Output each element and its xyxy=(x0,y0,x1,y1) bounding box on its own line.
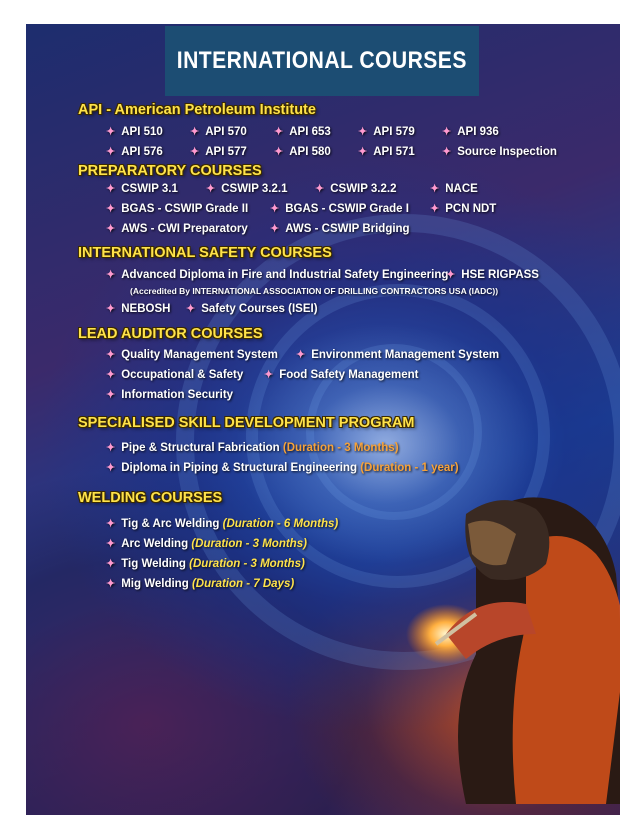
list-item: ✦ Environment Management System xyxy=(296,349,500,361)
list-item: ✦ Arc Welding (Duration - 3 Months) xyxy=(106,538,307,550)
list-item: ✦ API 580 xyxy=(274,146,331,158)
list-item: ✦ Advanced Diploma in Fire and Industrial Safety Engineering xyxy=(106,269,449,281)
sparkle-star-icon: ✦ xyxy=(296,349,306,361)
sparkle-star-icon: ✦ xyxy=(274,146,284,158)
sparkle-star-icon: ✦ xyxy=(446,269,456,281)
sparkle-star-icon: ✦ xyxy=(442,126,452,138)
list-item: ✦ Source Inspection xyxy=(442,146,557,158)
list-item: ✦ Tig Welding (Duration - 3 Months) xyxy=(106,558,305,570)
list-item: ✦ BGAS - CSWIP Grade I xyxy=(270,203,409,215)
sparkle-star-icon: ✦ xyxy=(106,303,116,315)
sparkle-star-icon: ✦ xyxy=(274,126,284,138)
list-item: ✦ CSWIP 3.1 xyxy=(106,183,178,195)
list-item: ✦ API 577 xyxy=(190,146,247,158)
list-item: ✦ API 936 xyxy=(442,126,499,138)
welder-illustration xyxy=(406,484,620,804)
sparkle-star-icon: ✦ xyxy=(264,369,274,381)
list-item: ✦ API 576 xyxy=(106,146,163,158)
list-item: ✦ Safety Courses (ISEI) xyxy=(186,303,318,315)
section-title-api: API - American Petroleum Institute xyxy=(78,102,316,118)
list-item: ✦ Information Security xyxy=(106,389,234,401)
sparkle-star-icon: ✦ xyxy=(358,146,368,158)
sparkle-star-icon: ✦ xyxy=(106,183,116,195)
sparkle-star-icon: ✦ xyxy=(106,349,116,361)
list-item: ✦ API 570 xyxy=(190,126,247,138)
list-item: ✦ AWS - CSWIP Bridging xyxy=(270,223,410,235)
sparkle-star-icon: ✦ xyxy=(190,126,200,138)
sparkle-star-icon: ✦ xyxy=(270,223,280,235)
sparkle-star-icon: ✦ xyxy=(106,369,116,381)
list-item: ✦ BGAS - CSWIP Grade II xyxy=(106,203,249,215)
section-title-preparatory: PREPARATORY COURSES xyxy=(78,163,262,179)
list-item: ✦ Quality Management System xyxy=(106,349,278,361)
section-title-skill: SPECIALISED SKILL DEVELOPMENT PROGRAM xyxy=(78,415,415,431)
accreditation-note: (Accredited By INTERNATIONAL ASSOCIATION OF DRILLING CONTRACTORS USA (IADC)) xyxy=(130,286,499,296)
sparkle-star-icon: ✦ xyxy=(190,146,200,158)
list-item: ✦ NACE xyxy=(430,183,478,195)
sparkle-star-icon: ✦ xyxy=(106,146,116,158)
sparkle-star-icon: ✦ xyxy=(106,442,116,454)
sparkle-star-icon: ✦ xyxy=(186,303,196,315)
sparkle-star-icon: ✦ xyxy=(106,389,116,401)
list-item: ✦ NEBOSH xyxy=(106,303,171,315)
sparkle-star-icon: ✦ xyxy=(206,183,216,195)
sparkle-star-icon: ✦ xyxy=(106,538,116,550)
sparkle-star-icon: ✦ xyxy=(106,269,116,281)
list-item: ✦ CSWIP 3.2.1 xyxy=(206,183,288,195)
list-item: ✦ Diploma in Piping & Structural Engineering (Duration - 1 year) xyxy=(106,462,459,474)
list-item: ✦ Food Safety Management xyxy=(264,369,419,381)
poster-background xyxy=(26,24,620,815)
sparkle-star-icon: ✦ xyxy=(106,558,116,570)
sparkle-star-icon: ✦ xyxy=(442,146,452,158)
sparkle-star-icon: ✦ xyxy=(430,203,440,215)
sparkle-star-icon: ✦ xyxy=(106,203,116,215)
list-item: ✦ Mig Welding (Duration - 7 Days) xyxy=(106,578,295,590)
section-title-welding: WELDING COURSES xyxy=(78,490,223,506)
sparkle-star-icon: ✦ xyxy=(358,126,368,138)
sparkle-star-icon: ✦ xyxy=(430,183,440,195)
sparkle-star-icon: ✦ xyxy=(106,126,116,138)
list-item: ✦ AWS - CWI Preparatory xyxy=(106,223,248,235)
list-item: ✦ API 653 xyxy=(274,126,331,138)
page-title: INTERNATIONAL COURSES xyxy=(176,47,468,74)
sparkle-star-icon: ✦ xyxy=(106,223,116,235)
section-title-safety: INTERNATIONAL SAFETY COURSES xyxy=(78,245,332,261)
sparkle-star-icon: ✦ xyxy=(106,462,116,474)
list-item: ✦ Pipe & Structural Fabrication (Duration - 3 Months) xyxy=(106,442,399,454)
list-item: ✦ Occupational & Safety xyxy=(106,369,244,381)
list-item: ✦ PCN NDT xyxy=(430,203,497,215)
section-title-auditor: LEAD AUDITOR COURSES xyxy=(78,326,263,342)
list-item: ✦ API 579 xyxy=(358,126,415,138)
sparkle-star-icon: ✦ xyxy=(106,578,116,590)
list-item: ✦ HSE RIGPASS xyxy=(446,269,539,281)
list-item: ✦ API 510 xyxy=(106,126,163,138)
sparkle-star-icon: ✦ xyxy=(270,203,280,215)
page-header xyxy=(165,26,479,96)
list-item: ✦ API 571 xyxy=(358,146,415,158)
list-item: ✦ CSWIP 3.2.2 xyxy=(315,183,397,195)
sparkle-star-icon: ✦ xyxy=(106,518,116,530)
list-item: ✦ Tig & Arc Welding (Duration - 6 Months) xyxy=(106,518,339,530)
sparkle-star-icon: ✦ xyxy=(315,183,325,195)
